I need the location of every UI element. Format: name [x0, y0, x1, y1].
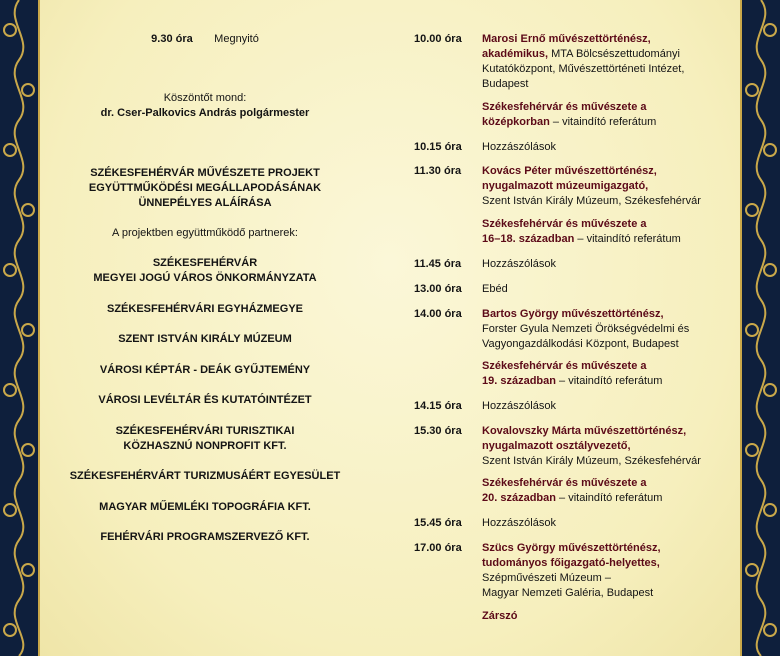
time-label: 10.00 óra [414, 33, 462, 45]
opening-line [40, 32, 370, 47]
speaker-title: nyugalmazott múzeumigazgató, [482, 180, 649, 192]
partner-item: VÁROSI KÉPTÁR - DEÁK GYŰJTEMÉNY [99, 364, 311, 376]
discussion-label: Hozzászólások [482, 400, 556, 412]
opening-time: 9.30 óra [151, 33, 193, 45]
speaker-name: Kovács Péter művészettörténész, [482, 165, 657, 177]
talk-type: – vitaindító referátum [549, 116, 657, 128]
discussion-label: Hozzászólások [482, 517, 556, 529]
talk-title: Székesfehérvár és művészete a [482, 360, 647, 372]
partner-item: SZÉKESFEHÉRVÁR [152, 257, 258, 269]
project-title-line: EGYÜTTMŰKÖDÉSI MEGÁLLAPODÁSÁNAK [88, 182, 322, 194]
closing-label: Zárszó [482, 610, 518, 622]
lunch-label: Ebéd [482, 283, 508, 295]
partners-label: A projektben együttműködő partnerek: [112, 227, 298, 239]
ornamental-border-left [0, 0, 38, 656]
time-label: 17.00 óra [414, 542, 462, 554]
partner-item: SZENT ISTVÁN KIRÁLY MÚZEUM [118, 333, 292, 345]
talk-title: Székesfehérvár és művészete a [482, 101, 647, 113]
ornamental-border-right [742, 0, 780, 656]
speaker-affiliation: Szépművészeti Múzeum – [482, 572, 611, 584]
speaker-title: akadémikus, [482, 48, 549, 60]
talk-title: 19. században [482, 375, 556, 387]
speaker-title: tudományos főigazgató-helyettes, [482, 557, 660, 569]
time-label: 15.30 óra [414, 425, 462, 437]
partner-item: FEHÉRVÁRI PROGRAMSZERVEZŐ KFT. [100, 531, 310, 543]
partner-item: SZÉKESFEHÉRVÁRI TURISZTIKAI [115, 425, 295, 437]
opening-label: Megnyitó [214, 33, 259, 45]
speaker-affiliation: Budapest [482, 78, 529, 90]
greeting-label: Köszöntőt mond: [163, 92, 247, 104]
talk-title: 20. században [482, 492, 556, 504]
partner-item: KÖZHASZNÚ NONPROFIT KFT. [123, 440, 287, 452]
partner-item: SZÉKESFEHÉRVÁRI EGYHÁZMEGYE [107, 303, 303, 315]
partner-item: MEGYEI JOGÚ VÁROS ÖNKORMÁNYZATA [93, 272, 317, 284]
speaker-affiliation: Vagyongazdálkodási Központ, Budapest [482, 338, 679, 350]
speaker-title: nyugalmazott osztályvezető, [482, 440, 631, 452]
speaker-affiliation: Kutatóközpont, Művészettörténeti Intézet, [482, 63, 685, 75]
time-label: 13.00 óra [414, 283, 462, 295]
speaker-name: Kovalovszky Márta művészettörténész, [482, 425, 687, 437]
speaker-affiliation: Szent István Király Múzeum, Székesfehérvár [482, 455, 701, 467]
talk-type: – vitaindító referátum [555, 492, 663, 504]
talk-title: Székesfehérvár és művészete a [482, 477, 647, 489]
talk-type: – vitaindító referátum [555, 375, 663, 387]
time-label: 14.00 óra [414, 308, 462, 320]
speaker-name: Marosi Ernő művészettörténész, [482, 33, 651, 45]
partner-item: VÁROSI LEVÉLTÁR ÉS KUTATÓINTÉZET [98, 394, 312, 406]
greeting-name: dr. Cser-Palkovics András polgármester [100, 107, 310, 119]
scroll-ornament-icon [0, 0, 38, 656]
speaker-name: Bartos György művészettörténész, [482, 308, 664, 320]
speaker-name: Szücs György művészettörténész, [482, 542, 661, 554]
scroll-ornament-icon [742, 0, 780, 656]
talk-title: 16–18. században [482, 233, 575, 245]
time-label: 15.45 óra [414, 517, 462, 529]
project-title-line: SZÉKESFEHÉRVÁR MŰVÉSZETE PROJEKT [90, 167, 320, 179]
speaker-affiliation: Magyar Nemzeti Galéria, Budapest [482, 587, 654, 599]
time-label: 10.15 óra [414, 141, 462, 153]
time-label: 14.15 óra [414, 400, 462, 412]
time-label: 11.30 óra [414, 165, 462, 177]
project-title-line: ÜNNEPÉLYES ALÁÍRÁSA [138, 197, 272, 209]
talk-title: Székesfehérvár és művészete a [482, 218, 647, 230]
time-label: 11.45 óra [414, 258, 462, 270]
left-column [40, 0, 370, 656]
talk-type: – vitaindító referátum [574, 233, 681, 245]
partner-item: SZÉKESFEHÉRVÁRT TURIZMUSÁÉRT EGYESÜLET [69, 470, 341, 482]
speaker-affiliation: Szent István Király Múzeum, Székesfehérvár [482, 195, 701, 207]
partner-item: MAGYAR MŰEMLÉKI TOPOGRÁFIA KFT. [99, 501, 311, 513]
discussion-label: Hozzászólások [482, 258, 556, 270]
speaker-affiliation: MTA Bölcsészettudományi [548, 48, 680, 60]
talk-title: középkorban [482, 116, 550, 128]
discussion-label: Hozzászólások [482, 141, 556, 153]
speaker-affiliation: Forster Gyula Nemzeti Örökségvédelmi és [482, 323, 690, 335]
